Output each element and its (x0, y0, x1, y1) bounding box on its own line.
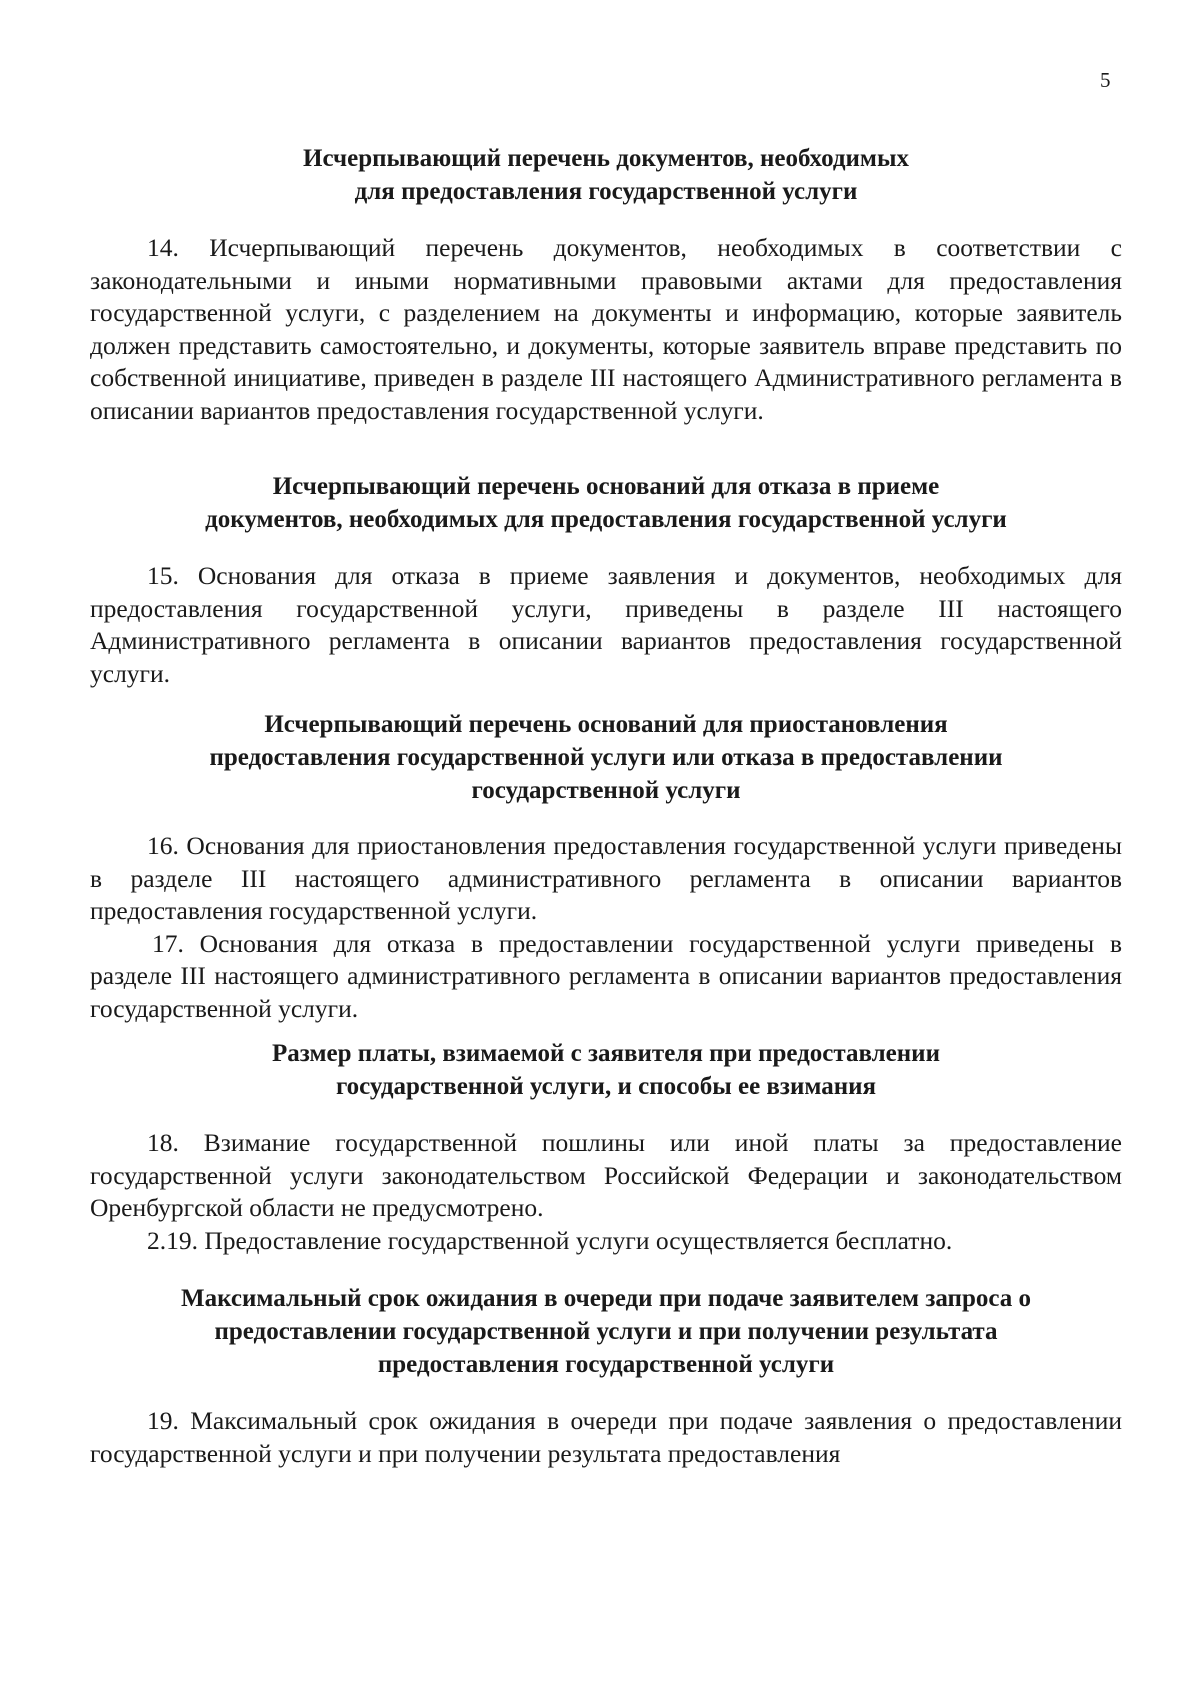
section-heading (90, 1282, 1122, 1381)
section-heading-text: Размер платы, взимаемой с заявителя при предоставлении государственной услуги, и способы ее взимания (272, 1040, 940, 1100)
section-heading (90, 142, 1122, 208)
section-body (90, 830, 1122, 1026)
section-body (90, 232, 1122, 428)
section-heading-text: Максимальный срок ожидания в очереди при подаче заявителем запроса о предоставлении государственной услуги и при получении результата предоставления государственной услуги (180, 1285, 1031, 1378)
section-body (90, 1405, 1122, 1470)
paragraph: 19. Максимальный срок ожидания в очереди при подаче заявления о предоставлении государственной услуги и при получении результата предоставления (90, 1406, 1122, 1468)
page-number: 5 (1100, 68, 1111, 92)
section-heading-text: Исчерпывающий перечень документов, необходимых для предоставления государственной услуги (303, 145, 909, 205)
section-heading-text: Исчерпывающий перечень оснований для отказа в приеме документов, необходимых для предоставления государственной услуги (205, 473, 1007, 533)
section-heading (90, 470, 1122, 536)
paragraph: 18. Взимание государственной пошлины или иной платы за предоставление государственной услуги законодательством Российской Федерации и законодательством Оренбургской области не предусмотрено. (90, 1128, 1122, 1223)
section-heading-text: Исчерпывающий перечень оснований для приостановления предоставления государственной услуги или отказа в предоставлении государственной услуги (209, 711, 1003, 804)
paragraph: 15. Основания для отказа в приеме заявления и документов, необходимых для предоставления государственной услуги, приведены в разделе III настоящего Административного регламента в описании вариантов предоставления государственной услуги. (90, 561, 1122, 688)
section-heading (90, 1037, 1122, 1103)
paragraph: 2.19. Предоставление государственной услуги осуществляется бесплатно. (147, 1225, 953, 1255)
section-body (90, 560, 1122, 690)
paragraph: 14. Исчерпывающий перечень документов, необходимых в соответствии с законодательными и иными нормативными правовыми актами для предоставления государственной услуги, с разделением на документы и информацию, которые заявитель должен представить самостоятельно, и документы, которые заявитель вправе представить по собственной инициативе, приведен в разделе III настоящего Административного регламента в описании вариантов предоставления государственной услуги. (90, 233, 1122, 425)
paragraph: 17. Основания для отказа в предоставлении государственной услуги приведены в разделе III настоящего административного регламента в описании вариантов предоставления государственной услуги. (90, 928, 1122, 1023)
paragraph: 16. Основания для приостановления предоставления государственной услуги приведены в разделе III настоящего административного регламента в описании вариантов предоставления государственной услуги. (90, 831, 1122, 926)
section-body (90, 1127, 1122, 1257)
section-heading (90, 708, 1122, 807)
